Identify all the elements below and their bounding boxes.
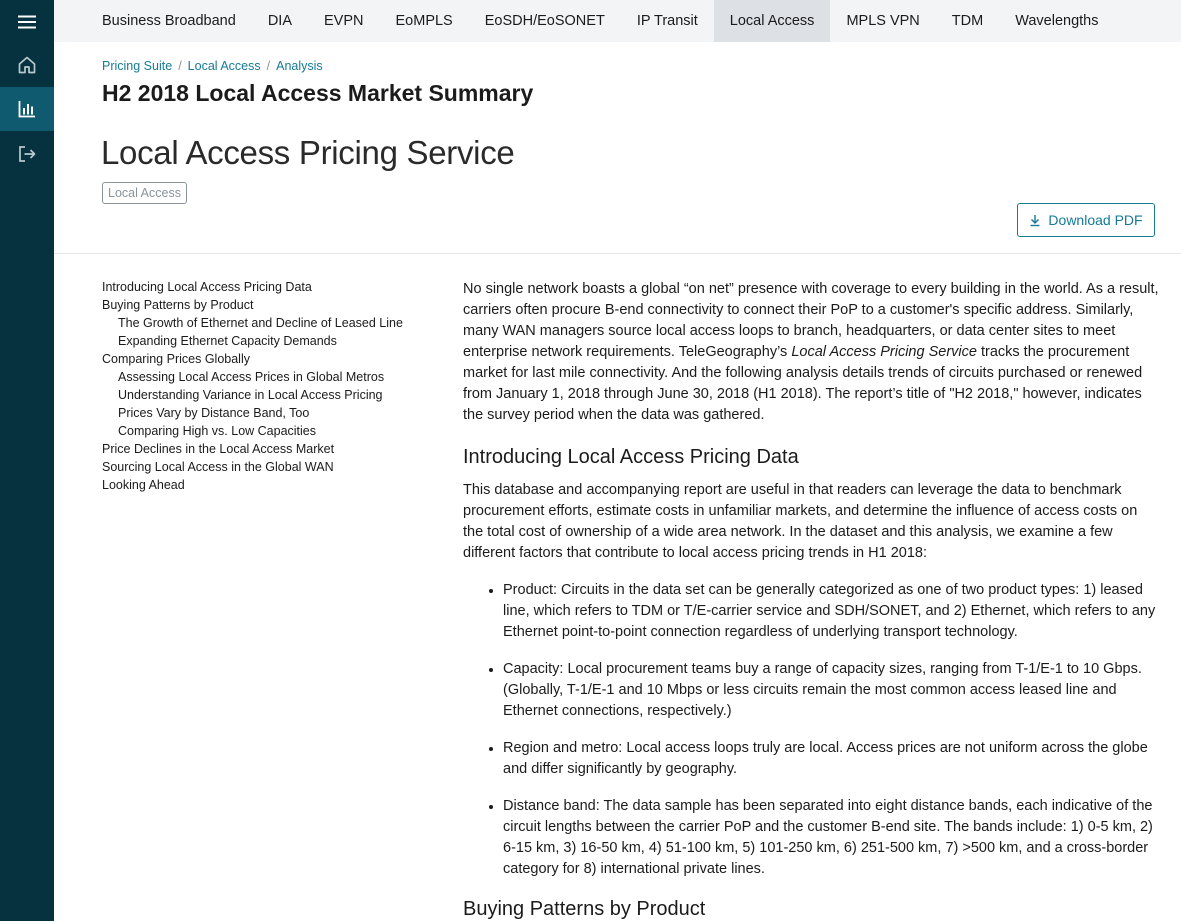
download-icon — [1029, 214, 1041, 227]
home-icon — [17, 55, 37, 75]
toc-price-declines[interactable]: Price Declines in the Local Access Market — [102, 442, 335, 456]
tab-eosdh-eosonet[interactable]: EoSDH/EoSONET — [484, 13, 605, 29]
sidebar — [0, 0, 54, 921]
intro-paragraph: No single network boasts a global “on net” presence with coverage to every building in the world. As a result, carriers often procure B-end connectivity to connect their PoP to a customer's specific address. Similarly, many WAN managers source local access loops to branch, headquarters, or data center sites to meet enterprise network requirements. TeleGeography’s Local Access Pricing Service tracks the procurement market for last mile connectivity. And the following analysis details trends of circuits purchased or renewed from January 1, 2018 through June 30, 2018 (H1 2018). The report’s title of "H2 2018," however, indicates the survey period when the data was gathered. — [463, 281, 1159, 423]
tab-tdm[interactable]: TDM — [951, 13, 984, 29]
list-item: • Region and metro: Local access loops truly are local. Access prices are not uniform across the globe and differ significantly by geography. — [503, 738, 1159, 780]
toc-introducing-local-access-pricing-data[interactable]: Introducing Local Access Pricing Data — [102, 280, 312, 294]
toc-growth-of-ethernet[interactable]: The Growth of Ethernet and Decline of Leased Line — [118, 316, 403, 330]
table-of-contents — [102, 278, 432, 494]
service-tag: Local Access — [102, 182, 187, 204]
service-name-emphasis: Local Access Pricing Service — [791, 344, 977, 360]
service-title: Local Access Pricing Service — [101, 134, 515, 171]
toc-expanding-ethernet-capacity[interactable]: Expanding Ethernet Capacity Demands — [118, 334, 337, 348]
menu-icon — [17, 14, 37, 30]
download-pdf-label: Download PDF — [1048, 212, 1143, 228]
toc-comparing-prices-globally[interactable]: Comparing Prices Globally — [102, 352, 250, 366]
tab-ip-transit[interactable]: IP Transit — [636, 13, 698, 29]
toc-understanding-variance[interactable]: Understanding Variance in Local Access Pricing — [118, 388, 383, 402]
breadcrumb-local-access[interactable]: Local Access — [187, 59, 261, 73]
tab-wavelengths[interactable]: Wavelengths — [1015, 13, 1099, 29]
tab-eompls[interactable]: EoMPLS — [395, 13, 453, 29]
menu-button[interactable] — [0, 0, 54, 44]
toc-comparing-capacities[interactable]: Comparing High vs. Low Capacities — [118, 424, 317, 438]
tab-dia[interactable]: DIA — [267, 13, 292, 29]
breadcrumb — [102, 59, 323, 73]
tab-mpls-vpn[interactable]: MPLS VPN — [846, 13, 920, 29]
breadcrumb-separator: / — [178, 59, 182, 73]
toc-sourcing-local-access[interactable]: Sourcing Local Access in the Global WAN — [102, 460, 334, 474]
tab-business-broadband[interactable]: Business Broadband — [102, 13, 236, 29]
home-button[interactable] — [0, 43, 54, 87]
section-heading-introducing: Introducing Local Access Pricing Data — [463, 446, 799, 468]
toc-buying-patterns-by-product[interactable]: Buying Patterns by Product — [102, 298, 254, 312]
tab-evpn[interactable]: EVPN — [324, 13, 364, 29]
analysis-button[interactable] — [0, 87, 54, 131]
factor-list — [463, 580, 1159, 880]
article-body — [463, 279, 1159, 922]
section-paragraph: This database and accompanying report are useful in that readers can leverage the data to benchmark procurement efforts, estimate costs in unfamiliar markets, and determine the influence of access costs on the total cost of ownership of a wide area network. In the dataset and this analysis, we examine a few different factors that contribute to local access pricing trends in H1 2018: — [463, 482, 1138, 561]
page-header — [54, 42, 1181, 254]
toc-prices-vary-by-distance[interactable]: Prices Vary by Distance Band, Too — [118, 406, 310, 420]
toc-assessing-prices-global-metros[interactable]: Assessing Local Access Prices in Global Metros — [118, 370, 385, 384]
toc-looking-ahead[interactable]: Looking Ahead — [102, 478, 185, 492]
logout-icon — [17, 144, 37, 164]
analysis-icon — [17, 99, 37, 119]
list-item: • Capacity: Local procurement teams buy a range of capacity sizes, ranging from T-1/E-1 to 10 Gbps. (Globally, T-1/E-1 and 10 Mbps or less circuits remain the most common access leased line and Ethernet connections, respectively.) — [503, 659, 1159, 722]
section-heading-buying-patterns: Buying Patterns by Product — [463, 898, 706, 920]
breadcrumb-analysis[interactable]: Analysis — [276, 59, 323, 73]
logout-button[interactable] — [0, 132, 54, 176]
breadcrumb-pricing-suite[interactable]: Pricing Suite — [102, 59, 173, 73]
tab-local-access[interactable]: Local Access — [714, 0, 831, 42]
list-item: • Product: Circuits in the data set can be generally categorized as one of two product types: 1) leased line, which refers to TDM or T/E-carrier service and SDH/SONET, and 2) Ethernet, which refers to any Ethernet point-to-point connection regardless of underlying transport technology. — [503, 580, 1159, 643]
page-title: H2 2018 Local Access Market Summary — [102, 80, 534, 106]
download-pdf-button[interactable] — [1017, 203, 1155, 237]
breadcrumb-separator: / — [266, 59, 271, 73]
list-item: • Distance band: The data sample has been separated into eight distance bands, each indicative of the circuit lengths between the carrier PoP and the customer B-end site. The bands include: 1) 0-5 km, 2) 6-15 km, 3) 16-50 km, 4) 51-100 km, 5) 101-250 km, 6) 251-500 km, 7) >500 km, and a cross-border category for 8) international private lines. — [503, 796, 1159, 880]
product-tabs — [54, 0, 1181, 42]
